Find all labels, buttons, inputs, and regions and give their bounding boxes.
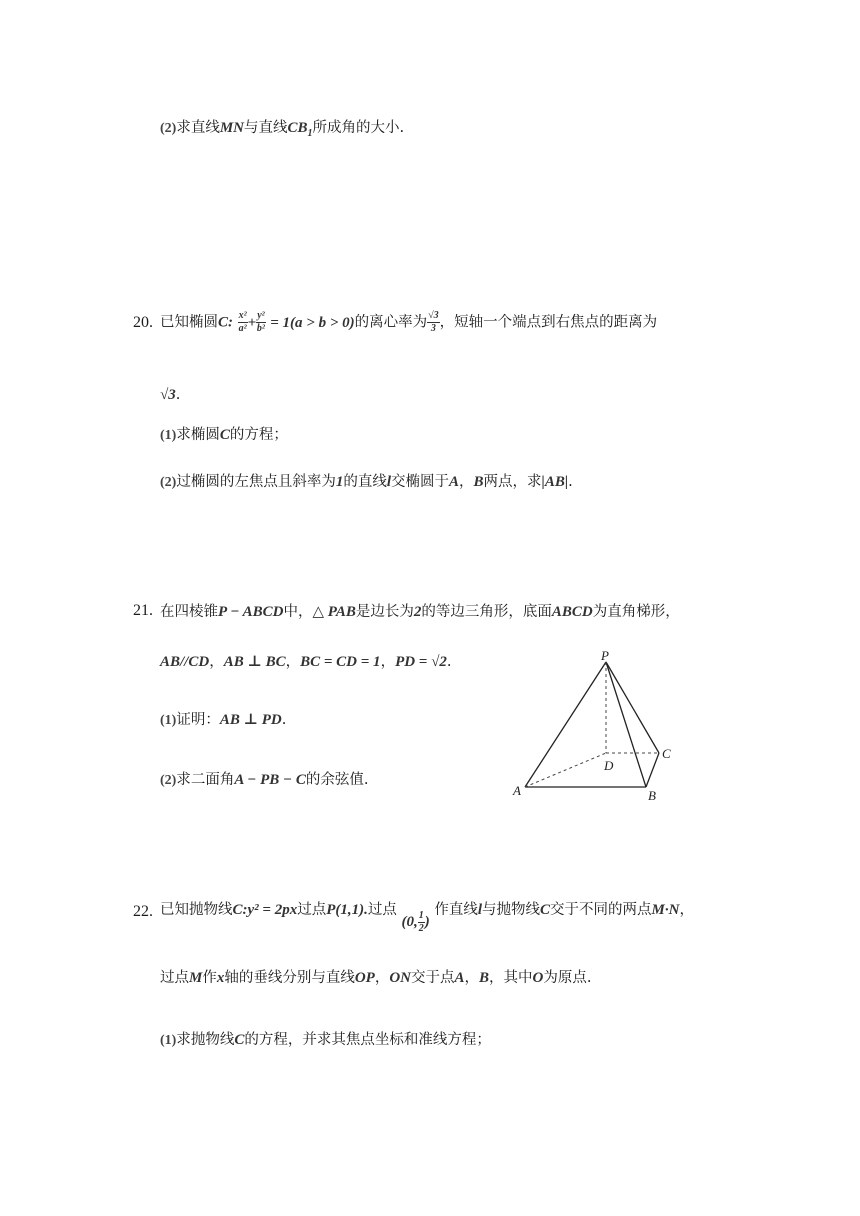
text: 所成角的大小. [312, 120, 405, 136]
q21-stem-line2 [160, 652, 451, 672]
text: 证明： [176, 712, 220, 728]
part-number: (2) [160, 475, 177, 490]
label-p: P [601, 648, 609, 663]
edge-pa [525, 662, 606, 787]
question-number-20: 20. [133, 314, 153, 331]
q20-stem-line2 [160, 385, 180, 405]
question-number-22: 22. [133, 903, 153, 920]
math-c: C [219, 427, 230, 443]
q21-stem-line1 [160, 602, 680, 622]
text: 的方程； [229, 427, 288, 443]
text: ， [380, 654, 396, 670]
q21-part1 [160, 710, 286, 731]
question-number-21: 21. [133, 602, 153, 619]
text: 过点 [297, 902, 327, 918]
text: 的余弦值. [305, 772, 369, 788]
text: 的直线 [343, 474, 387, 490]
math-l: l [477, 902, 483, 918]
math-a: A [449, 474, 460, 490]
text: . [568, 474, 573, 490]
text: ， [374, 970, 390, 986]
math-condition: PD = √2 [395, 654, 447, 670]
edge-ad-hidden [525, 753, 606, 787]
text: 过椭圆的左焦点且斜率为 [176, 474, 336, 490]
q21-part2 [160, 770, 368, 791]
text: 作 [202, 970, 217, 986]
text: 两点，求 [483, 474, 542, 490]
edge-bc [646, 753, 659, 787]
text: 求直线 [176, 120, 220, 136]
math-abs-ab: |AB| [541, 474, 569, 490]
text: 交椭圆于 [391, 474, 449, 490]
label-c: C [662, 746, 671, 761]
text: ， [285, 654, 301, 670]
q20-stem-line1 [160, 310, 657, 335]
q22-part1 [160, 1030, 491, 1051]
text: 与抛物线 [482, 902, 541, 918]
text: 过点 [367, 902, 397, 918]
q22-stem-line1: 已知抛物线C:y² = 2px过点P(1,1).过点 (0, $\frac{1}{2}$ ) 作直线l与抛物线C交于不同的两点M·N， [160, 902, 694, 935]
math-point-0-half: (0, $\frac{1}{2}$ ) [401, 910, 430, 935]
text: ， [679, 902, 694, 918]
math-m: M [651, 902, 665, 918]
part-number: (1) [160, 428, 177, 443]
math-c: C [232, 902, 243, 918]
text: ，其中 [489, 970, 533, 986]
q19-part2 [160, 118, 404, 144]
text: . [281, 712, 287, 728]
text: 为直角梯形， [592, 604, 680, 620]
text: 为原点. [543, 970, 592, 986]
text: 与直线 [244, 120, 288, 136]
text: 已知抛物线 [160, 902, 233, 918]
fraction-y2-b2: $\frac{\text{y²}}{\text{b²}}$ [256, 310, 265, 334]
pyramid-figure [505, 648, 695, 808]
math-condition: BC = CD = 1 [300, 654, 381, 670]
math-2: 2 [413, 604, 422, 620]
math-mn: MN [219, 120, 244, 136]
math-triangle-pab: △ PAB [312, 604, 356, 620]
text: 求二面角 [176, 772, 235, 788]
q20-part2 [160, 472, 573, 493]
text: 已知椭圆 [160, 314, 218, 331]
math-c: C [218, 314, 229, 331]
math-sqrt3: √3 [160, 387, 176, 403]
math-c: C [540, 902, 551, 918]
text: 的方程，并求其焦点坐标和准线方程； [244, 1032, 491, 1048]
label-d: D [604, 758, 614, 773]
text: . [175, 387, 181, 403]
text: 求椭圆 [176, 427, 220, 443]
text: ， [459, 474, 474, 490]
math-c: C [234, 1032, 245, 1048]
text: 过点 [160, 970, 189, 986]
colon: : [228, 314, 234, 331]
text: 求抛物线 [176, 1032, 235, 1048]
label-a: A [513, 783, 521, 798]
math-dihedral: A − PB − C [234, 772, 306, 788]
math-x: x [216, 970, 225, 986]
text: 轴的垂线分别与直线 [224, 970, 355, 986]
edge-pc [606, 662, 659, 753]
math-pyramid: P − ABCD [218, 604, 284, 620]
math-parabola: y² = 2px [247, 902, 298, 918]
part-number: (2) [160, 121, 177, 136]
text: ，短轴一个端点到右焦点的距离为 [439, 314, 658, 331]
text: 在四棱锥 [160, 604, 218, 620]
math-cb1: $CB_1$ [287, 120, 313, 139]
part-number: (2) [160, 773, 177, 788]
math-condition: AB ⊥ BC [223, 654, 286, 670]
text: ， [209, 654, 224, 670]
text: 交于不同的两点 [550, 902, 652, 918]
q20-part1 [160, 425, 288, 446]
math-a: A [454, 970, 465, 986]
math-ab-perp-pd: AB ⊥ PD [219, 712, 282, 728]
math-abcd: ABCD [551, 604, 593, 620]
text: 的离心率为 [354, 314, 428, 331]
text: 是边长为 [355, 604, 414, 620]
part-number: (1) [160, 1033, 177, 1048]
part-number: (1) [160, 713, 177, 728]
fraction-eccentricity: $\frac{√3}{3}$ [428, 310, 439, 334]
fraction-x2-a2: $\frac{\text{x²}}{\text{a²}}$ [238, 310, 247, 334]
math-on: ON [389, 970, 412, 986]
label-b: B [648, 788, 656, 803]
plus: + [247, 314, 257, 331]
math-1: 1 [335, 474, 344, 490]
math-l: l [386, 474, 391, 490]
text: 交于点 [411, 970, 455, 986]
colon: : [242, 902, 248, 918]
text: 作直线 [434, 902, 478, 918]
math-op: OP [354, 970, 375, 986]
equation-rest: = 1(a > b > 0) [270, 314, 355, 331]
text: . [446, 654, 452, 670]
math-m: M [189, 970, 203, 986]
text: 中， [283, 604, 313, 620]
math-o: O [532, 970, 544, 986]
q22-stem-line2 [160, 968, 592, 988]
math-condition: AB//CD [160, 654, 210, 670]
text: 的等边三角形，底面 [421, 604, 552, 620]
math-point-p: P(1,1). [326, 902, 368, 918]
math-b: B [479, 970, 490, 986]
math-n: N [668, 902, 680, 918]
math-b: B [473, 474, 484, 490]
text: ， [464, 970, 480, 986]
